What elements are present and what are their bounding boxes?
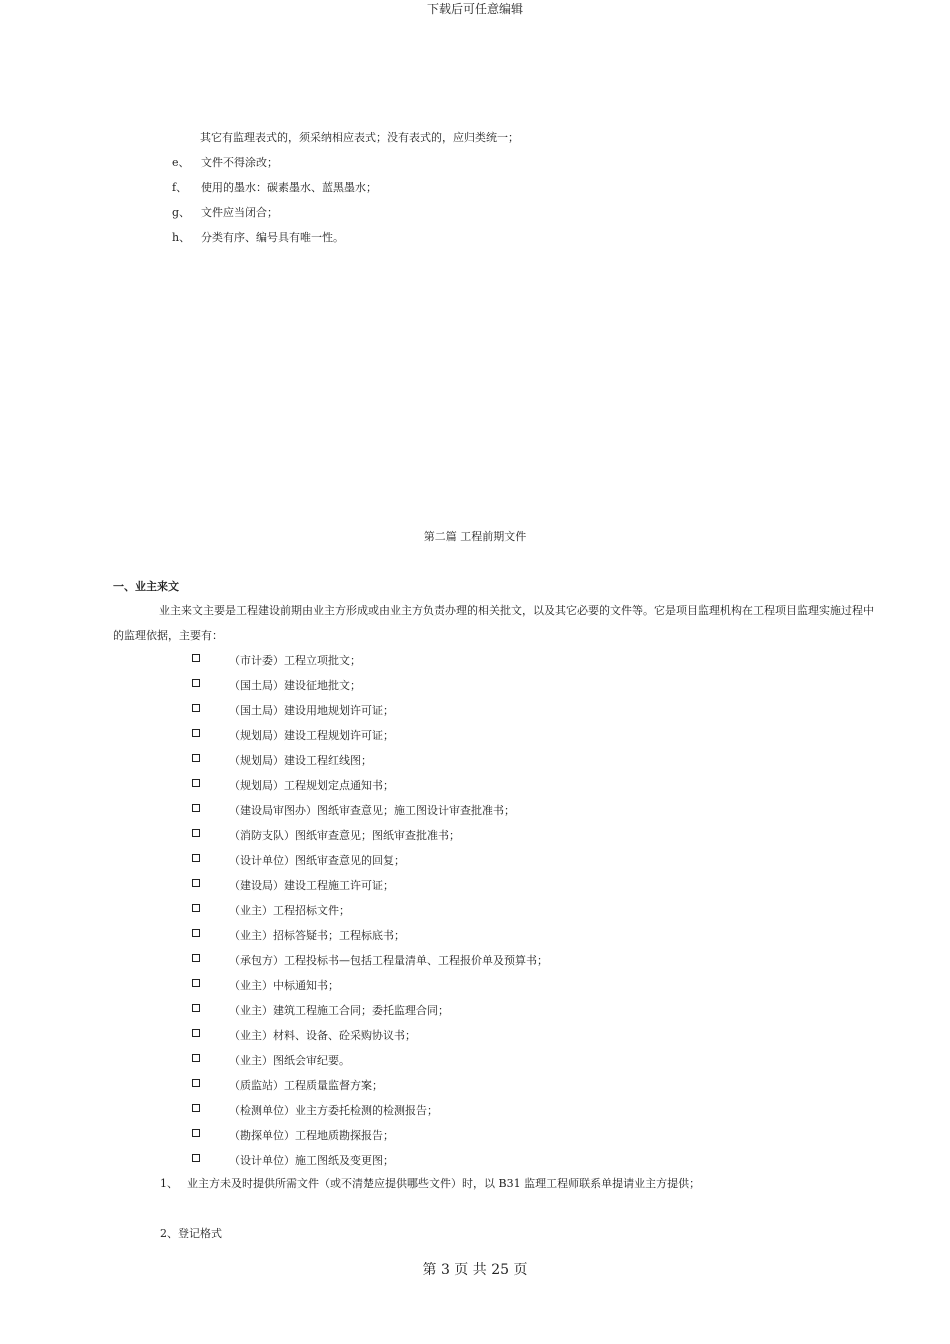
checklist-item-org: （业主） <box>229 929 273 942</box>
checklist-item-org: （国土局） <box>229 704 284 717</box>
checklist-item-text: 工程投标书—包括工程量清单、工程报价单及预算书； <box>284 954 548 967</box>
checklist-item <box>229 1027 416 1043</box>
checklist-item-org: （业主） <box>229 1029 273 1042</box>
page-header: 下载后可任意编辑 <box>426 2 523 16</box>
checklist-item <box>229 727 394 743</box>
numbered-marker: 1、 <box>160 1177 178 1190</box>
numbered-heading: 2、登记格式 <box>160 1227 222 1240</box>
checkbox-icon <box>192 904 200 912</box>
checklist-item-text: 材料、设备、砼采购协议书； <box>273 1029 416 1042</box>
checkbox-icon <box>192 1054 200 1062</box>
checkbox-icon <box>192 854 200 862</box>
checklist-item-text-sans: 图纸审查意见的回复； <box>295 854 405 867</box>
checklist-item <box>229 702 394 718</box>
checkbox-icon <box>192 704 200 712</box>
rule-text: 使用的墨水：碳素墨水、蓝黑墨水； <box>201 181 377 194</box>
rule-marker: f、 <box>172 181 188 194</box>
checklist-item <box>229 802 515 818</box>
checkbox-icon <box>192 804 200 812</box>
intro-paragraph: 业主来文主要是工程建设前期由业主方形成或由业主方负责办理的相关批文，以及其它必要的文件等。它是项目监理机构在工程项目监理实施过程中的监理依据，主要有： <box>113 604 874 642</box>
checklist-item-org: （国土局） <box>229 679 284 692</box>
checkbox-icon <box>192 829 200 837</box>
checklist-item-text: 招标答疑书；工程标底书； <box>273 929 405 942</box>
checklist-item-text: 工程招标文件； <box>273 904 350 917</box>
checklist-item-org: （消防支队） <box>229 829 295 842</box>
rule-text: 分类有序、编号具有唯一性。 <box>201 231 344 244</box>
checklist-item-org: （建设局） <box>229 879 284 892</box>
checklist-item <box>229 777 394 793</box>
checklist-item-org: （检测单位） <box>229 1104 295 1117</box>
rule-marker: e、 <box>172 156 190 169</box>
checklist-item <box>229 902 350 918</box>
checklist-item-org: （建设局审图办） <box>229 804 317 817</box>
checklist-item-text: 建设工程红线图； <box>284 754 372 767</box>
checklist-item-text: 建设用地规划许可证； <box>284 704 394 717</box>
checklist-item <box>229 1052 350 1068</box>
checklist-item-org: （业主） <box>229 1054 273 1067</box>
checklist-item-org: （规划局） <box>229 754 284 767</box>
checklist-item-text: 建筑工程施工合同；委托监理合同； <box>273 1004 449 1017</box>
page-footer: 第 3 页 共 25 页 <box>422 1262 528 1278</box>
checklist-item-org: （设计单位） <box>229 1154 295 1167</box>
checklist-item <box>229 927 405 943</box>
checklist-item-text: 业主方委托检测的检测报告； <box>295 1104 438 1117</box>
checkbox-icon <box>192 929 200 937</box>
intro-line: 其它有监理表式的，须采纳相应表式；没有表式的，应归类统一； <box>200 131 519 144</box>
checklist-item-text: 建设征地批文； <box>284 679 361 692</box>
rule-text: 文件应当闭合； <box>201 206 278 219</box>
rule-marker: h、 <box>172 231 191 244</box>
checklist-item-text: 施工图纸及变更图； <box>295 1154 394 1167</box>
checklist-item-text-sans: 图纸审查意见；图纸审查批准书； <box>295 829 460 842</box>
checkbox-icon <box>192 1154 200 1162</box>
checklist-item-org: （承包方） <box>229 954 284 967</box>
checklist-item-text: 建设工程规划许可证； <box>284 729 394 742</box>
checklist-item-text: 工程质量监督方案； <box>284 1079 383 1092</box>
checklist-item <box>229 1002 449 1018</box>
checklist-item-org: （业主） <box>229 979 273 992</box>
checklist-item <box>229 952 548 968</box>
checklist-item-org: （设计单位） <box>229 854 295 867</box>
checklist-item-org: （勘探单位） <box>229 1129 295 1142</box>
checkbox-icon <box>192 779 200 787</box>
checklist-item-org: （业主） <box>229 1004 273 1017</box>
checklist-item-text-sans: 建设工程施工许可证； <box>284 879 394 892</box>
checklist-item <box>229 652 361 668</box>
checklist-item-org: （规划局） <box>229 779 284 792</box>
checkbox-icon <box>192 654 200 662</box>
checkbox-icon <box>192 1104 200 1112</box>
checkbox-icon <box>192 879 200 887</box>
checkbox-icon <box>192 679 200 687</box>
checklist-item <box>229 977 339 993</box>
checkbox-icon <box>192 1029 200 1037</box>
checklist-item-text: 工程规划定点通知书； <box>284 779 394 792</box>
checklist-item-org: （规划局） <box>229 729 284 742</box>
checklist-item-text-sans: 图纸审查意见；施工图设计审查批准书； <box>317 804 515 817</box>
checklist-item <box>229 1127 394 1143</box>
checklist-item-text: 图纸会审纪要。 <box>273 1054 350 1067</box>
checkbox-icon <box>192 954 200 962</box>
checklist-item-text: 工程地质勘探报告； <box>295 1129 394 1142</box>
checklist-item-text: 中标通知书； <box>273 979 339 992</box>
checkbox-icon <box>192 1079 200 1087</box>
rule-marker: g、 <box>172 206 191 219</box>
checklist-item <box>229 1102 438 1118</box>
checklist-item <box>229 1152 394 1168</box>
section-title: 第二篇 工程前期文件 <box>423 530 527 543</box>
checklist-item-text: 工程立项批文； <box>284 654 361 667</box>
heading-owner-documents: 一、业主来文 <box>113 580 179 593</box>
checkbox-icon <box>192 1004 200 1012</box>
checklist-item <box>229 852 405 868</box>
checklist-item <box>229 752 372 768</box>
numbered-text: 业主方未及时提供所需文件（或不清楚应提供哪些文件）时，以 B31 监理工程师联系单提请业主方提供； <box>187 1177 701 1190</box>
checklist-item-org: （市计委） <box>229 654 284 667</box>
checklist-item <box>229 827 460 843</box>
checklist-item-org: （质监站） <box>229 1079 284 1092</box>
checklist-item <box>229 677 361 693</box>
checklist-item <box>229 877 394 893</box>
checkbox-icon <box>192 1129 200 1137</box>
checkbox-icon <box>192 729 200 737</box>
rule-text: 文件不得涂改； <box>201 156 278 169</box>
checkbox-icon <box>192 754 200 762</box>
checkbox-icon <box>192 979 200 987</box>
checklist-item <box>229 1077 383 1093</box>
checklist-item-org: （业主） <box>229 904 273 917</box>
